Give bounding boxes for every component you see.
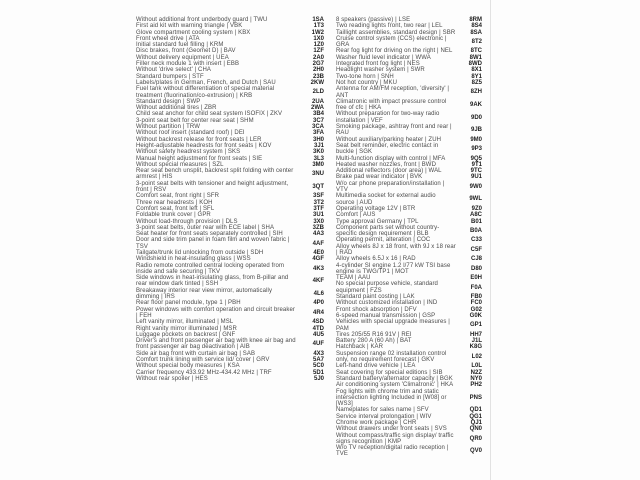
equipment-item-code: E0H: [470, 275, 482, 282]
equipment-item-description: Hatchback | KAR: [336, 344, 384, 351]
equipment-item-description: Without partition | TRW: [136, 124, 200, 131]
equipment-item-code: QG1: [469, 413, 482, 420]
equipment-item-code: 9M0: [470, 136, 482, 143]
equipment-item-description: Foldable trunk cover | GPR: [136, 212, 211, 219]
equipment-item-description: Disc brakes, front (Geomet D) | BAV: [136, 48, 236, 55]
equipment-item: [336, 181, 486, 194]
equipment-item-code: 9AK: [469, 102, 482, 108]
equipment-item-description: Front shock absorption | DFV: [336, 306, 417, 313]
equipment-item-code: PH2: [470, 382, 482, 389]
equipment-item-description: Comfort seat, front right | SFR: [136, 193, 220, 200]
equipment-item-code: 9P3: [471, 146, 482, 153]
equipment-item-description: Door and side trim panel in foam film and woven fabric | TSV: [136, 237, 290, 250]
equipment-item-code: G0K: [469, 312, 482, 319]
equipment-item-description: Glove compartment cooling system | KBX: [136, 29, 251, 36]
equipment-item-description: Multimedia socket for external audio source | AUD: [336, 193, 436, 206]
equipment-item-code: 1ZF: [313, 48, 324, 55]
equipment-item-description: Without backrest release for front seats | LER: [136, 136, 262, 143]
equipment-item: [136, 376, 328, 382]
equipment-item-description: Cruise control system (CCS) electronic | GRA: [336, 35, 447, 49]
equipment-item: [336, 319, 486, 332]
equipment-item: [136, 307, 328, 320]
equipment-item-code: 4KF: [312, 278, 324, 285]
equipment-item-code: D80: [470, 265, 482, 272]
equipment-item-description: Alloy wheels 8J x 18 front, with 9J x 18 rear | RAD: [336, 243, 456, 256]
equipment-item-description: Antenna for AM/FM reception, 'diversity' | ANT: [336, 86, 450, 99]
equipment-item-code: 1Z0: [313, 42, 324, 49]
equipment-item-code: 2UA: [311, 98, 324, 105]
equipment-item-code: 9Q5: [470, 155, 482, 162]
equipment-item: [136, 181, 328, 194]
equipment-item-code: GP1: [469, 322, 482, 329]
equipment-item-code: FB0: [470, 294, 482, 301]
equipment-item-code: 3C7: [312, 117, 324, 124]
equipment-item-code: 1SA: [312, 17, 324, 23]
equipment-list-left-column: [136, 17, 328, 382]
equipment-item: [336, 445, 486, 458]
equipment-item-description: 6-speed manual transmission | GSP: [336, 312, 436, 319]
equipment-item-code: 4AF: [312, 240, 324, 247]
equipment-item-code: C33: [470, 237, 482, 244]
equipment-item-code: 2LD: [312, 89, 324, 96]
equipment-item-code: CJ8: [470, 256, 482, 263]
equipment-item-description: No special purpose vehicle, standard equipment | FZS: [336, 281, 438, 294]
equipment-item-code: 8W1: [469, 54, 482, 61]
equipment-item-description: Standard design | SWP: [136, 98, 201, 105]
equipment-item-description: Fog lights with chrome trim and static intersection lighting Included in [W08] or [WS3]: [336, 388, 447, 408]
equipment-item-description: Rear floor panel module, type 1 | PBH: [136, 300, 241, 307]
equipment-item-description: Seat covering for special editions | SIB: [336, 369, 443, 376]
equipment-item-description: Comfort trunk lining with service lid/ cover | GRV: [136, 357, 270, 364]
equipment-item: [336, 263, 486, 276]
equipment-item-description: Power windows with comfort operation and circuit breaker | FEH: [136, 306, 296, 319]
equipment-item-code: QR0: [469, 435, 482, 442]
equipment-list-right-column: [336, 17, 486, 458]
equipment-item-code: 4E0: [313, 249, 324, 256]
equipment-item-description: Without delivery equipment | UEA: [136, 54, 229, 61]
equipment-item-code: 2H0: [312, 67, 324, 74]
equipment-item-description: Heated washer nozzles, front | BWD: [336, 161, 436, 168]
equipment-item-description: Radio remote controlled central locking operated from inside and safe securing | TKV: [136, 262, 285, 275]
equipment-item-code: 4SD: [312, 319, 324, 326]
equipment-item-description: Labels/plates in German, French, and Dutch | SAU: [136, 79, 276, 86]
equipment-item-code: 4R4: [312, 309, 324, 316]
equipment-item-code: FC0: [470, 300, 482, 307]
equipment-item: [336, 86, 486, 99]
equipment-item: [136, 168, 328, 181]
equipment-item-description: Breakaway interior rear view mirror, automatically dimming | IRS: [136, 287, 273, 301]
equipment-item-code: 8T2: [471, 39, 482, 46]
equipment-item-description: 3-point seat belts, outer rear with ECE label | SHA: [136, 224, 275, 231]
equipment-item-code: 3M0: [312, 161, 324, 168]
equipment-item-code: 4GF: [312, 256, 324, 263]
equipment-item-code: 9WL: [469, 196, 482, 203]
equipment-item: [136, 86, 328, 99]
equipment-item: [136, 338, 328, 351]
equipment-item-code: 8WD: [468, 61, 482, 68]
equipment-item: [336, 281, 486, 294]
equipment-item-description: Suspension range 02 installation control only, no requirement forecast | GKV: [336, 350, 447, 364]
equipment-item-description: Front wheel drive | ATA: [136, 35, 200, 42]
equipment-item-description: Seat belt reminder, electric contact in buckle | SGK: [336, 142, 439, 156]
equipment-item-code: 4A3: [312, 231, 324, 238]
equipment-item-code: 3QT: [312, 183, 324, 190]
equipment-item-description: 3-point seat belts with tensioner and height adjustment, front | RSV: [136, 180, 289, 194]
equipment-item-description: Without load-through provision | DLS: [136, 218, 238, 225]
equipment-item-description: Chrome work package | CHR: [336, 420, 417, 426]
equipment-item-description: Rear fog light for driving on the right | NEL: [336, 48, 453, 55]
equipment-item-code: 3H0: [312, 136, 324, 143]
equipment-item-code: 3ZB: [312, 224, 324, 231]
equipment-item-code: 3K0: [312, 149, 324, 156]
equipment-item-description: Operating permit, alteration | COC: [336, 237, 431, 244]
equipment-item-description: Left vanity mirror, illuminated | MSL: [136, 319, 234, 326]
equipment-item-code: 5D1: [312, 369, 324, 376]
equipment-item-code: 9D0: [470, 114, 482, 121]
equipment-item: [336, 99, 486, 112]
equipment-item-code: 4TD: [312, 325, 324, 332]
equipment-item-description: W/o car phone preparation/installation | VTV: [336, 180, 445, 194]
equipment-item-description: Taillight assemblies, standard design | SBR: [336, 29, 456, 36]
equipment-item-code: 4UF: [312, 341, 324, 348]
equipment-item-description: Washer fluid level indicator | WWA: [336, 54, 431, 61]
equipment-item-description: Additional reflectors (door area) | WAL: [336, 168, 442, 175]
equipment-item-code: HH7: [469, 331, 482, 338]
equipment-item-description: Type approval Germany | TPL: [336, 218, 419, 225]
equipment-item-code: 1X0: [313, 35, 324, 42]
equipment-item-description: Without additional tires | ZBR: [136, 105, 217, 112]
equipment-item-code: 3L3: [313, 155, 324, 162]
equipment-item-code: 5J0: [313, 375, 324, 382]
equipment-item-description: Service interval prolongation | WIV: [336, 413, 432, 420]
equipment-item-code: 4K3: [312, 265, 324, 272]
equipment-item-code: 3B4: [312, 111, 324, 118]
equipment-item-code: N2Z: [470, 369, 482, 376]
equipment-item-description: Air conditioning system 'Climatronic' | HKA: [336, 382, 454, 389]
equipment-item-description: Fuel tank without differentiation of special material treatment (fluorination/co-extrusion) | KRB: [136, 86, 275, 99]
equipment-item-code: 3NU: [311, 171, 324, 178]
equipment-item: [336, 36, 486, 49]
equipment-item-description: Without 'drive select' | CHA: [136, 67, 212, 74]
equipment-item-description: Without preparation for two-way radio installation | VEF: [336, 111, 440, 124]
equipment-item-code: NY0: [470, 375, 482, 382]
equipment-item-code: 1W2: [311, 29, 324, 36]
equipment-item-description: Filler neck module 1 with insert | EBB: [136, 61, 240, 68]
equipment-item-code: 3X0: [313, 218, 324, 225]
equipment-item-description: Tires 205/55 R16 91V | REI: [336, 331, 412, 338]
equipment-item-code: QN0: [469, 426, 482, 433]
equipment-item-code: 2G7: [312, 61, 324, 68]
equipment-item-description: First aid kit with warning triangle | VBK: [136, 23, 243, 30]
equipment-item-description: Climatronic with impact pressure control free of cfc | HKA: [336, 98, 447, 112]
equipment-item-description: Headlight washer system | SWR: [336, 67, 425, 74]
equipment-item-description: Side windows in heat-insulating glass, from B-pillar and rear window dark tinted | SSH: [136, 275, 289, 288]
equipment-item: [136, 237, 328, 250]
equipment-item-description: Without compass/traffic sign display/ traffic signs recognition | KMP: [336, 432, 454, 445]
equipment-item-description: Initial standard fuel filling | KRM: [136, 42, 224, 49]
equipment-item-description: 8 speakers (passive) | LSE: [336, 17, 411, 23]
equipment-item-description: W/o TV reception/digital radio reception | TVE: [336, 445, 449, 458]
equipment-item-code: 3SF: [312, 193, 324, 200]
equipment-item-code: 5A7: [312, 357, 324, 364]
page-right-rule: [490, 0, 491, 480]
equipment-item-code: 3J1: [313, 142, 324, 149]
equipment-item-code: 8Z5: [471, 79, 482, 86]
equipment-item-code: 9W0: [469, 183, 482, 190]
equipment-item-code: C5F: [470, 246, 482, 253]
equipment-item: [336, 433, 486, 446]
equipment-item-description: Without customized installation | IND: [336, 300, 438, 307]
equipment-item-code: 1T3: [313, 23, 324, 30]
equipment-item-code: QV0: [469, 448, 482, 455]
equipment-item: [336, 351, 486, 364]
equipment-item-description: Right vanity mirror illuminated | MSR: [136, 325, 237, 332]
equipment-item-code: 4U5: [312, 331, 324, 338]
equipment-item-description: Smoking package, ashtray front and rear | RAU: [336, 124, 452, 137]
equipment-item-code: F0A: [470, 284, 482, 291]
equipment-item: [336, 389, 486, 408]
equipment-item-code: 3CA: [311, 124, 324, 131]
equipment-item-description: Left-hand drive vehicle | LEA: [336, 363, 416, 370]
equipment-item-description: Comfort seat, front left | SFL: [136, 205, 215, 212]
equipment-item-description: Alloy wheels 6.5J x 16 | RAD: [336, 256, 416, 263]
equipment-item-code: G02: [470, 306, 482, 313]
equipment-item-description: Brake pad wear indicator | BVK: [336, 174, 423, 181]
equipment-item: [136, 263, 328, 276]
equipment-item-description: Without drawers under front seats | SVS: [336, 426, 447, 433]
equipment-item-code: 2KW: [310, 79, 324, 86]
equipment-item: [136, 288, 328, 301]
equipment-item-code: 5C0: [312, 363, 324, 370]
equipment-item: [336, 124, 486, 137]
equipment-item: [136, 275, 328, 288]
equipment-item-description: Height-adjustable headrests for front seats | KOV: [136, 142, 272, 149]
equipment-item-description: Standard battery/alternator capacity | BGK: [336, 375, 453, 382]
equipment-item-description: Without special body measures | KSA: [136, 363, 240, 370]
equipment-item-description: Standard paint costing | LAK: [336, 294, 415, 301]
equipment-item-description: TEAM | AAU: [336, 275, 371, 282]
equipment-item-description: Rear seat bench unsplit, backrest split folding with center armrest | HIS: [136, 168, 294, 181]
equipment-item-description: Without safety headrest system | SKS: [136, 149, 241, 156]
equipment-item-code: 8S4: [471, 23, 482, 30]
equipment-item-code: 3U1: [312, 212, 324, 219]
equipment-item-description: Without additional front underbody guard | TWU: [136, 17, 268, 23]
equipment-item-code: B01: [470, 218, 482, 225]
equipment-item-description: Driver's and front passenger air bag with knee air bag and front passenger air bag deactivation | AIB: [136, 338, 296, 351]
equipment-item-description: Component parts set without country-specific design requirement | BLB: [336, 224, 440, 238]
equipment-item-description: Tailgate/trunk lid unlocking from outside | SDH: [136, 249, 264, 256]
equipment-item-code: J1L: [471, 338, 482, 345]
equipment-item-description: Seat heater for front seats separately controlled | SIH: [136, 231, 283, 238]
equipment-item-description: Integrated front fog light | NES: [336, 61, 420, 68]
equipment-item: [336, 225, 486, 238]
equipment-item-description: Without rear spoiler | HES: [136, 375, 208, 382]
equipment-item-description: Without roof insert (standard roof) | DEI: [136, 130, 245, 137]
equipment-item-description: Standard bumpers | STF: [136, 73, 204, 80]
equipment-item-code: PNS: [469, 394, 482, 401]
equipment-item-description: Luggage pockets on backrest | GNF: [136, 331, 236, 338]
equipment-item-code: 8X1: [471, 67, 482, 74]
equipment-item-description: Carrier frequency 433.92 MHz-434.42 MHz | TRF: [136, 369, 272, 376]
equipment-item-code: 3TF: [313, 205, 324, 212]
equipment-item-code: 2WA: [310, 105, 324, 112]
equipment-item-description: Multi-function display with control | MFA: [336, 155, 446, 162]
equipment-item-description: Windshield in heat-insulating glass | WSS: [136, 256, 251, 263]
equipment-item-code: 4X3: [313, 350, 324, 357]
equipment-item-code: 9JB: [470, 127, 482, 134]
equipment-item-description: 3-point seat belt for center rear seat | SHM: [136, 117, 254, 124]
equipment-item-description: Nameplates for sales name | SFV: [336, 407, 429, 414]
equipment-item-code: 2A0: [312, 54, 324, 61]
equipment-item-code: 8SA: [470, 29, 482, 36]
equipment-item-description: Three rear headrests | KOH: [136, 199, 213, 206]
equipment-item-description: Battery 280 A (60 Ah) | BAT: [336, 338, 412, 345]
equipment-item-code: B0A: [469, 227, 482, 234]
equipment-item-code: QJ1: [470, 420, 482, 426]
equipment-item-description: Two reading lights front, two rear | LEL: [336, 23, 443, 30]
equipment-item-description: Comfort | AUS: [336, 212, 376, 219]
equipment-item-code: 8ZH: [470, 89, 482, 96]
equipment-item-description: Two-tone horn | SNH: [336, 73, 394, 80]
equipment-item-code: A8C: [469, 212, 482, 219]
equipment-item-code: 4P0: [313, 300, 324, 307]
equipment-item-code: 9TC: [470, 168, 482, 175]
equipment-item-code: 3FA: [312, 130, 324, 137]
equipment-item-code: 3T2: [313, 199, 324, 206]
equipment-item-code: QD1: [469, 407, 482, 414]
equipment-item-description: Vehicles with special upgrade measures | PAM: [336, 319, 450, 332]
equipment-item-code: K8G: [469, 344, 482, 351]
equipment-item-description: 4-cylinder SI engine 1.2 l/77 kW TSI base engine is TWG/TP1 | MOT: [336, 262, 451, 275]
equipment-item: [336, 143, 486, 156]
equipment-item-code: 8Y1: [471, 73, 482, 80]
equipment-item: [336, 193, 486, 206]
equipment-item-code: 8TC: [470, 48, 482, 55]
equipment-item-description: Without special measures | SZL: [136, 161, 224, 168]
equipment-item-code: 23B: [312, 73, 324, 80]
equipment-item: [336, 244, 486, 257]
equipment-item-code: 4L6: [313, 290, 324, 297]
equipment-item-description: Not hot country | MKU: [336, 79, 398, 86]
equipment-item-description: Operating voltage 12V | BTR: [336, 205, 416, 212]
equipment-item-code: L02: [471, 353, 482, 360]
equipment-item-description: Side air bag front with curtain air bag | SAB: [136, 350, 256, 357]
equipment-item-code: 8RM: [469, 17, 482, 23]
equipment-item: [336, 111, 486, 124]
equipment-item-code: 9T1: [471, 161, 482, 168]
equipment-item-description: Without auxiliary/parking heater | ZUH: [336, 136, 442, 143]
equipment-item-description: Child seat anchor for child seat system ISOFIX | ZKV: [136, 111, 283, 118]
equipment-item-description: Manual height adjustment for front seats | SIE: [136, 155, 263, 162]
equipment-item-code: 9Z0: [471, 205, 482, 212]
equipment-item-code: 9U1: [470, 174, 482, 181]
equipment-item-code: L0L: [471, 363, 482, 370]
